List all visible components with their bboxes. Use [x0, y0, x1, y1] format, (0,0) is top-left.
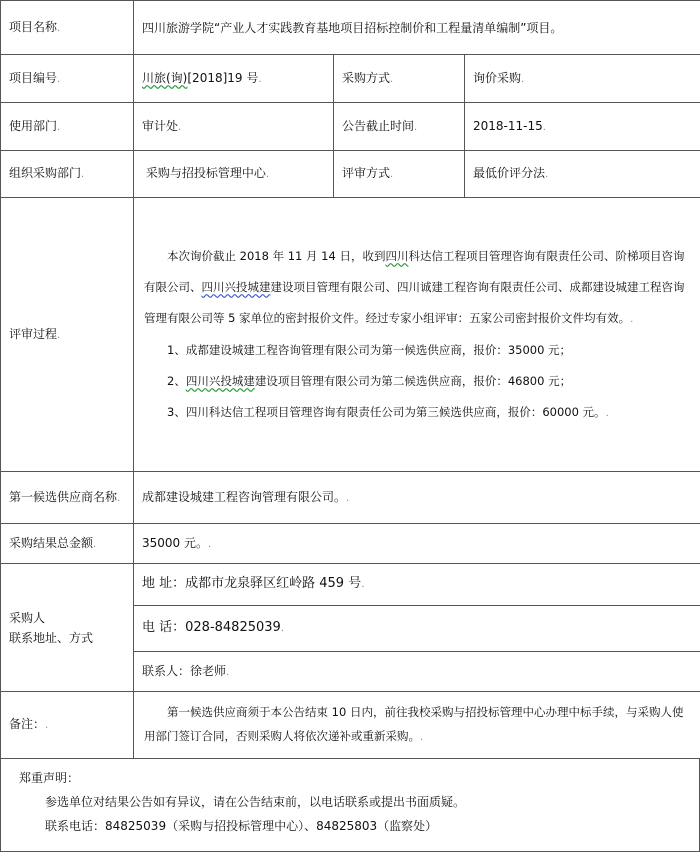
label-purchase-method: 采购方式.: [334, 55, 465, 103]
label-purchaser: 采购人 联系地址、方式: [1, 564, 134, 692]
declaration-line-1: 参选单位对结果公告如有异议，请在公告结束前，以电话联系或提出书面质疑。: [45, 795, 466, 809]
label-deadline: 公告截止时间.: [334, 103, 465, 151]
review-intro: 本次询价截止 2018 年 11 月 14 日，收到四川科达信工程项目管理咨询有限责任公司、阶梯项目咨询有限公司、四川兴投城建建设项目管理有限公司、四川诚建工程咨询有限责任公司、成都建设城建工程咨询管理有限公司等 5 家单位的密封报价文件。经过专家小组评审：五家公司密封报价文件均有效。.: [144, 248, 685, 325]
label-review: 评审过程.: [1, 198, 134, 472]
value-project-name: 四川旅游学院“产业人才实践教育基地项目招标控制价和工程量清单编制”项目。: [134, 1, 700, 55]
row-first-supplier: [1, 472, 700, 524]
label-project-name: 项目名称.: [1, 1, 134, 55]
declaration-line-2: 联系电话：84825039（采购与招投标管理中心）、84825803（监察处）: [45, 819, 438, 833]
declaration-box: [0, 758, 700, 852]
value-address: 地 址：成都市龙泉驿区红岭路 459 号.: [134, 564, 700, 606]
row-review: [1, 198, 700, 472]
label-remark: 备注：.: [1, 692, 134, 759]
row-purchaser-address: [1, 564, 700, 606]
row-remark: [1, 692, 700, 759]
value-dept: 审计处.: [134, 103, 334, 151]
label-project-no: 项目编号.: [1, 55, 134, 103]
value-remark: 第一候选供应商须于本公告结束 10 日内，前往我校采购与招投标管理中心办理中标手续，与采购人使用部门签订合同，否则采购人将依次递补或重新采购。.: [134, 692, 700, 759]
row-project-no: [1, 55, 700, 103]
value-contact: 联系人：徐老师.: [134, 652, 700, 692]
value-purchase-method: 询价采购.: [465, 55, 700, 103]
row-org: [1, 151, 700, 198]
row-project-name: [1, 1, 700, 55]
value-phone: 电 话：028-84825039.: [134, 606, 700, 652]
label-dept: 使用部门.: [1, 103, 134, 151]
value-review-method: 最低价评分法.: [465, 151, 700, 198]
row-total: [1, 524, 700, 564]
value-total: 35000 元。.: [134, 524, 700, 564]
row-dept: [1, 103, 700, 151]
label-first-supplier: 第一候选供应商名称.: [1, 472, 134, 524]
declaration-title: 郑重声明：: [19, 771, 80, 785]
label-total: 采购结果总金额.: [1, 524, 134, 564]
value-first-supplier: 成都建设城建工程咨询管理有限公司。.: [134, 472, 700, 524]
value-project-no: 川旅(询)[2018]19 号.: [134, 55, 334, 103]
review-item-2: 2、四川兴投城建建设项目管理有限公司为第二候选供应商，报价：46800 元；: [167, 373, 572, 388]
label-review-method: 评审方式.: [334, 151, 465, 198]
review-content: [134, 198, 700, 472]
review-item-3: 3、四川科达信工程项目管理咨询有限责任公司为第三候选供应商，报价：60000 元。.: [167, 404, 609, 419]
label-org: 组织采购部门.: [1, 151, 134, 198]
review-item-1: 1、成都建设城建工程咨询管理有限公司为第一候选供应商，报价：35000 元；: [167, 342, 572, 357]
value-org: 采购与招投标管理中心.: [134, 151, 334, 198]
value-deadline: 2018-11-15.: [465, 103, 700, 151]
